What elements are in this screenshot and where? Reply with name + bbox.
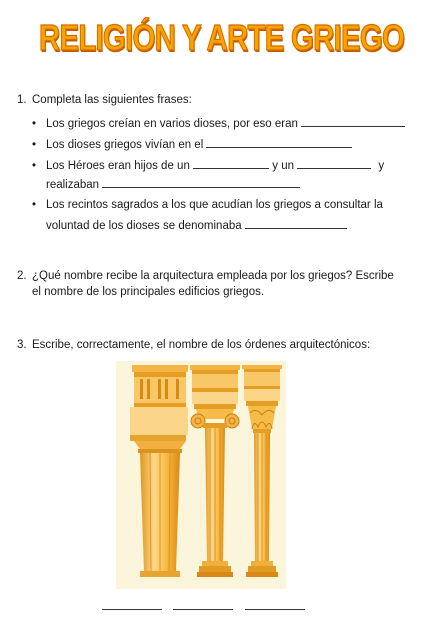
question-number: 3. — [17, 339, 27, 351]
bullet-text: Los dioses griegos vivían en el — [46, 139, 204, 151]
corinthian-column-icon — [242, 365, 282, 577]
question-2 — [17, 268, 394, 284]
question-text: el nombre de los principales edificios griegos. — [32, 286, 265, 298]
bullet-text: y un — [272, 160, 294, 172]
blank-line[interactable] — [245, 217, 347, 229]
blank-line[interactable] — [193, 157, 269, 169]
answer-blank-doric[interactable] — [102, 608, 162, 610]
blank-line[interactable] — [102, 176, 300, 188]
bullet-text: y — [378, 160, 385, 172]
bullet-text: voluntad de los dioses se denominaba — [46, 220, 242, 232]
bullet-text: Los recintos sagrados a los que acudían los griegos a consultar la — [46, 199, 383, 211]
question-2-continuation — [32, 284, 264, 300]
doric-column-icon — [130, 365, 188, 577]
bullet-text: Los griegos creían en varios dioses, por eso eran — [46, 118, 298, 130]
page-title: RELIGIÓN Y ARTE GRIEGO — [38, 17, 405, 58]
question-number: 2. — [17, 270, 27, 282]
answer-blank-ionic[interactable] — [173, 608, 233, 610]
bullet-item-4 — [32, 197, 383, 213]
question-text: Completa las siguientes frases: — [32, 94, 192, 106]
bullet-item-3-continuation — [46, 176, 300, 193]
blank-line[interactable] — [297, 157, 371, 169]
answer-blank-corinthian[interactable] — [245, 608, 305, 610]
bullet-dot-icon: • — [32, 199, 37, 211]
bullet-text: Los Héroes eran hijos de un — [46, 160, 190, 172]
bullet-text: realizaban — [46, 179, 100, 191]
question-text: ¿Qué nombre recibe la arquitectura empleada por los griegos? Escribe — [32, 270, 394, 282]
bullet-item-3 — [32, 157, 384, 174]
bullet-item-1 — [32, 115, 405, 132]
question-number: 1. — [17, 94, 27, 106]
blank-line[interactable] — [301, 115, 405, 127]
bullet-dot-icon: • — [32, 139, 37, 151]
ionic-column-icon — [190, 365, 240, 577]
question-1 — [17, 92, 192, 108]
question-text: Escribe, correctamente, el nombre de los órdenes arquitectónicos: — [32, 339, 371, 351]
blank-line[interactable] — [206, 136, 352, 148]
bullet-item-4-continuation — [46, 217, 347, 234]
question-3 — [17, 337, 370, 353]
greek-columns-illustration — [116, 361, 286, 589]
bullet-dot-icon: • — [32, 160, 37, 172]
bullet-dot-icon: • — [32, 118, 37, 130]
bullet-item-2 — [32, 136, 352, 153]
